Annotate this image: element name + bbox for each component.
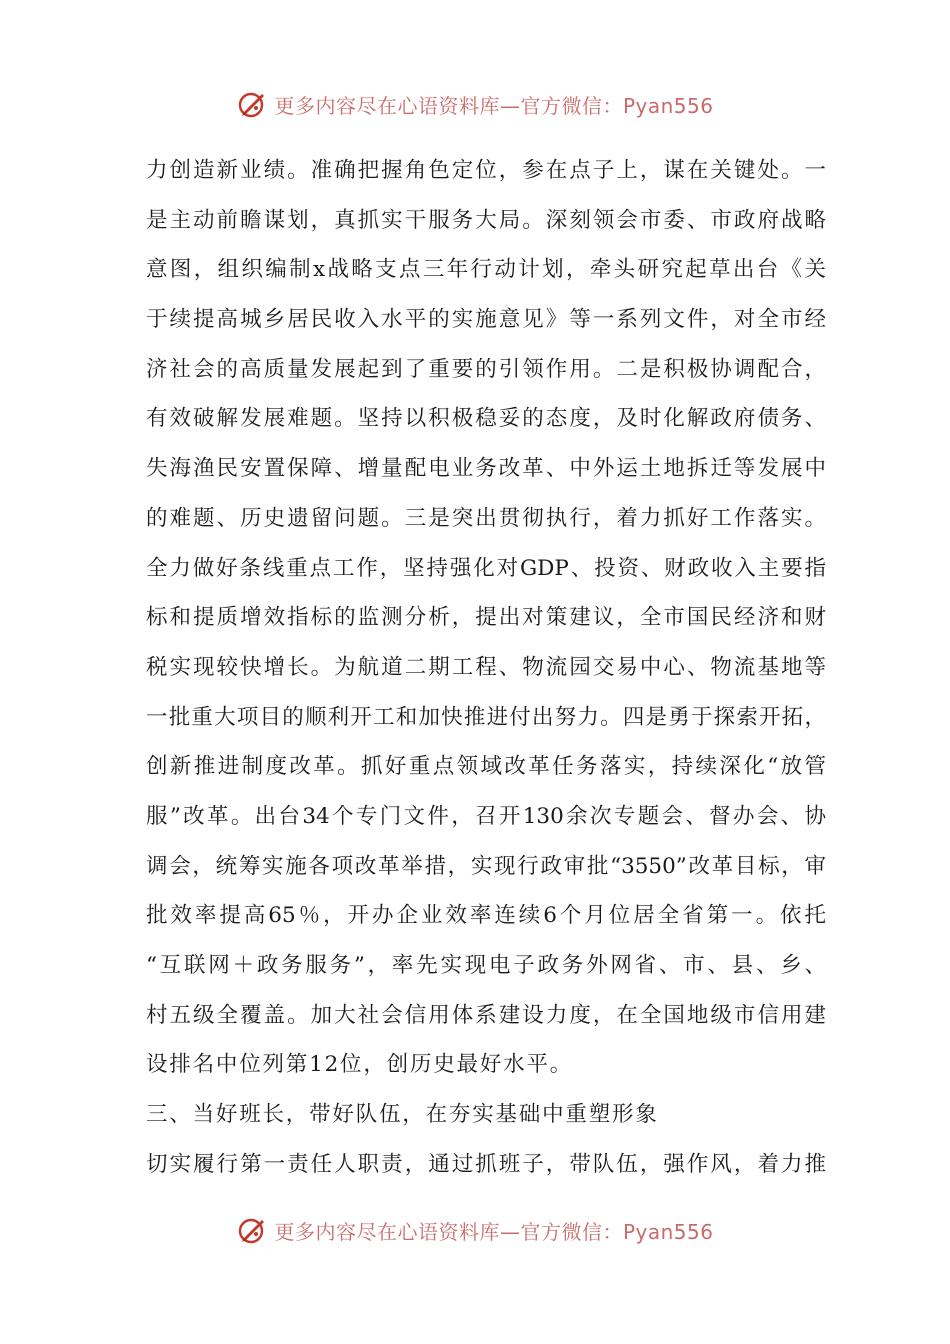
watermark-text: 更多内容尽在心语资料库—官方微信：Pyan556 <box>274 93 714 118</box>
text-line: 的难题、历史遗留问题。三是突出贯彻执行，着力抓好工作落实。 <box>146 505 826 531</box>
text-line: 力创造新业绩。准确把握角色定位，参在点子上，谋在关键处。一 <box>146 158 826 183</box>
document-body <box>146 146 826 1189</box>
text-line: 创新推进制度改革。抓好重点领域改革任务落实，持续深化“放管 <box>146 754 826 780</box>
text-line: 批效率提高65％，开办企业效率连续6个月位居全省第一。依托 <box>146 903 826 929</box>
text-line: 税实现较快增长。为航道二期工程、物流园交易中心、物流基地等 <box>146 654 826 680</box>
text-line: 服”改革。出台34个专门文件，召开130余次专题会、督办会、协 <box>146 803 826 829</box>
watermark-text: 更多内容尽在心语资料库—官方微信：Pyan556 <box>274 1219 714 1244</box>
text-line: 于续提高城乡居民收入水平的实施意见》等一系列文件，对全市经 <box>146 307 826 333</box>
text-line: 失海渔民安置保障、增量配电业务改革、中外运土地拆迁等发展中 <box>146 456 826 482</box>
text-line: 标和提质增效指标的监测分析，提出对策建议，全市国民经济和财 <box>146 605 826 631</box>
text-line: 意图，组织编制x战略支点三年行动计划，牵头研究起草出台《关 <box>146 257 826 283</box>
header-watermark <box>0 84 950 124</box>
section-heading: 三、当好班长，带好队伍，在夯实基础中重塑形象 <box>146 1102 659 1128</box>
text-line: 村五级全覆盖。加大社会信用体系建设力度，在全国地级市信用建 <box>146 1002 826 1028</box>
text-line: 济社会的高质量发展起到了重要的引领作用。二是积极协调配合， <box>146 356 826 382</box>
text-line: 是主动前瞻谋划，真抓实干服务大局。深刻领会市委、市政府战略 <box>146 207 826 233</box>
text-line: 一批重大项目的顺利开工和加快推进付出努力。四是勇于探索开拓， <box>146 704 826 730</box>
text-line: 调会，统筹实施各项改革举措，实现行政审批“3550”改革目标，审 <box>146 853 826 879</box>
text-line: 设排名中位列第12位，创历史最好水平。 <box>146 1052 574 1078</box>
text-line: 有效破解发展难题。坚持以积极稳妥的态度，及时化解政府债务、 <box>146 406 826 432</box>
pen-circle-logo-icon <box>236 88 268 120</box>
text-line: 切实履行第一责任人职责，通过抓班子，带队伍，强作风，着力推 <box>146 1151 826 1177</box>
footer-watermark <box>0 1210 950 1250</box>
pen-circle-logo-icon <box>236 1214 268 1246</box>
text-line: 全力做好条线重点工作，坚持强化对GDP、投资、财政收入主要指 <box>146 555 826 581</box>
text-line: “互联网＋政务服务”，率先实现电子政务外网省、市、县、乡、 <box>146 953 826 978</box>
